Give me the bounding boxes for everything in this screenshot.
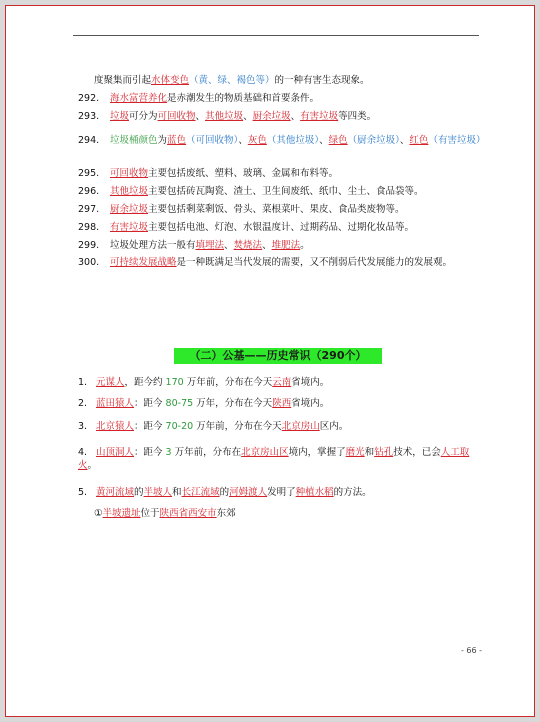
- item-number: 5.: [78, 487, 88, 498]
- list-item: [78, 420, 488, 433]
- sub-item: [94, 507, 504, 520]
- text: ：距今: [134, 398, 166, 409]
- section-heading: （二）公基——历史常识（290个）: [174, 348, 382, 364]
- item-number: 1.: [78, 377, 88, 388]
- text: 、: [262, 240, 272, 251]
- item-number: 2.: [78, 398, 88, 409]
- highlight-term: 河姆渡人: [229, 487, 268, 498]
- item-number: 293.: [78, 111, 100, 122]
- highlight-term: 厨余垃圾: [110, 204, 149, 215]
- text: 和: [364, 447, 375, 458]
- item-number: 292.: [78, 93, 100, 104]
- highlight-term: 可回收物: [110, 168, 149, 179]
- item-number: 295.: [78, 168, 100, 179]
- list-item: [78, 376, 488, 389]
- highlight-term: 半坡人: [143, 487, 173, 498]
- highlight-term: 绿色: [328, 135, 348, 146]
- highlight-term: 堆肥法: [271, 240, 301, 251]
- item-number: 299.: [78, 240, 100, 251]
- text: 的一种有害生态现象。: [274, 75, 370, 86]
- highlight-term: 黄河流域: [96, 487, 135, 498]
- text: 省境内。: [291, 398, 330, 409]
- text: ，距今约: [124, 377, 166, 388]
- highlight-term: 北京猿人: [96, 421, 135, 432]
- list-item: [78, 92, 488, 105]
- text: 的: [219, 487, 230, 498]
- text: 和: [172, 487, 182, 498]
- highlight-term: 磨光: [345, 447, 365, 458]
- text: 位于: [140, 508, 160, 519]
- emphasis: 70-20: [165, 421, 194, 432]
- text: 、: [290, 111, 301, 122]
- highlight-term: 人工取火: [78, 447, 470, 471]
- highlight-term: 钻孔: [374, 447, 394, 458]
- list-item: [78, 221, 488, 234]
- text: 万年前，分布在今天: [183, 377, 273, 388]
- text: 万年前，分布在: [171, 447, 242, 458]
- text: 垃圾处理方法一般有: [110, 240, 196, 251]
- highlight-term: 陕西: [272, 398, 292, 409]
- text: 度聚集而引起: [94, 75, 152, 86]
- text: 主要包括砖瓦陶瓷、渣土、卫生间废纸、纸巾、尘土、食品袋等。: [148, 186, 424, 197]
- highlight-term: 长江流域: [181, 487, 220, 498]
- emphasis: 垃圾桶颜色: [110, 135, 158, 146]
- list-item: [78, 239, 488, 252]
- highlight-term: 其他垃圾: [205, 111, 244, 122]
- note: （厨余垃圾）: [347, 135, 400, 146]
- highlight-term: 蓝色: [167, 135, 187, 146]
- item-number: 296.: [78, 186, 100, 197]
- highlight-term: 种植水稻: [295, 487, 334, 498]
- text: 、: [238, 135, 248, 146]
- highlight-term: 灰色: [247, 135, 267, 146]
- item-number: 3.: [78, 421, 88, 432]
- text: 技术，已会: [393, 447, 441, 458]
- text: 是一种既满足当代发展的需要，又不削弱后代发展能力的发展观。: [176, 257, 453, 268]
- item-number: 294.: [78, 135, 100, 146]
- highlight-term: 陕西省西安市: [159, 508, 217, 519]
- text: ：距今: [134, 447, 166, 458]
- text: 的方法。: [333, 487, 372, 498]
- text: 省境内。: [291, 377, 330, 388]
- text: 主要包括剩菜剩饭、骨头、菜根菜叶、果皮、食品类废物等。: [148, 204, 405, 215]
- highlight-term: 垃圾: [110, 111, 130, 122]
- highlight-term: 可回收物: [157, 111, 196, 122]
- text: 东郊: [216, 508, 236, 519]
- text: 为: [157, 135, 168, 146]
- item-number: 300.: [78, 257, 100, 268]
- page-number: - 66 -: [461, 646, 483, 655]
- list-item: [78, 110, 488, 123]
- highlight-term: 北京房山: [281, 421, 320, 432]
- text: 等四类。: [338, 111, 377, 122]
- list-item: [78, 256, 488, 269]
- highlight-term: 北京房山区: [241, 447, 289, 458]
- highlight-term: 海水富营养化: [110, 93, 168, 104]
- emphasis: 170: [165, 377, 184, 388]
- text: 主要包括废纸、塑料、玻璃、金属和布料等。: [148, 168, 339, 179]
- header-rule: [73, 35, 479, 36]
- text: 。: [300, 240, 310, 251]
- highlight: 水体变色: [151, 75, 190, 86]
- text: 万年前，分布在今天: [193, 421, 282, 432]
- highlight-term: 有害垃圾: [110, 222, 149, 233]
- highlight-term: 元谋人: [96, 377, 125, 388]
- list-item: [78, 185, 488, 198]
- note: （有害垃圾）: [428, 135, 486, 146]
- list-item: [78, 167, 488, 180]
- highlight-term: 可持续发展战略: [110, 257, 177, 268]
- text: 、: [399, 135, 410, 146]
- text: 是赤潮发生的物质基础和首要条件。: [167, 93, 320, 104]
- text: 的: [134, 487, 144, 498]
- highlight-term: 厨余垃圾: [252, 111, 291, 122]
- note: （黄、绿、褐色等）: [189, 75, 275, 86]
- text: 境内，掌握了: [288, 447, 346, 458]
- highlight-term: 山顶洞人: [96, 447, 135, 458]
- text: 发明了: [267, 487, 296, 498]
- highlight-term: 红色: [409, 135, 429, 146]
- text: 、: [319, 135, 329, 146]
- text: 主要包括电池、灯泡、水银温度计、过期药品、过期化妆品等。: [148, 222, 415, 233]
- list-item: [78, 397, 488, 410]
- text: ①: [94, 508, 103, 519]
- note: （可回收物）: [186, 135, 239, 146]
- highlight-term: 填埋法: [195, 240, 225, 251]
- highlight-term: 半坡遗址: [102, 508, 141, 519]
- text: 可分为: [129, 111, 158, 122]
- emphasis: 80-75: [165, 398, 194, 409]
- item-number: 297.: [78, 204, 100, 215]
- text: 、: [243, 111, 253, 122]
- emphasis: 3: [165, 447, 172, 458]
- text: 区内。: [319, 421, 349, 432]
- list-item: [78, 134, 488, 147]
- highlight-term: 云南: [272, 377, 292, 388]
- list-item: [78, 486, 488, 499]
- note: （其他垃圾）: [266, 135, 320, 146]
- list-item: [78, 203, 488, 216]
- list-item: [78, 446, 488, 472]
- text: 、: [195, 111, 206, 122]
- text: 。: [87, 460, 98, 471]
- intro-line: [94, 74, 504, 87]
- highlight-term: 焚烧法: [233, 240, 263, 251]
- text: 万年，分布在今天: [193, 398, 273, 409]
- document-page: [5, 5, 535, 717]
- text: ：距今: [134, 421, 166, 432]
- highlight-term: 蓝田猿人: [96, 398, 135, 409]
- item-number: 4.: [78, 447, 88, 458]
- item-number: 298.: [78, 222, 100, 233]
- text: 、: [224, 240, 234, 251]
- highlight-term: 有害垃圾: [300, 111, 339, 122]
- highlight-term: 其他垃圾: [110, 186, 149, 197]
